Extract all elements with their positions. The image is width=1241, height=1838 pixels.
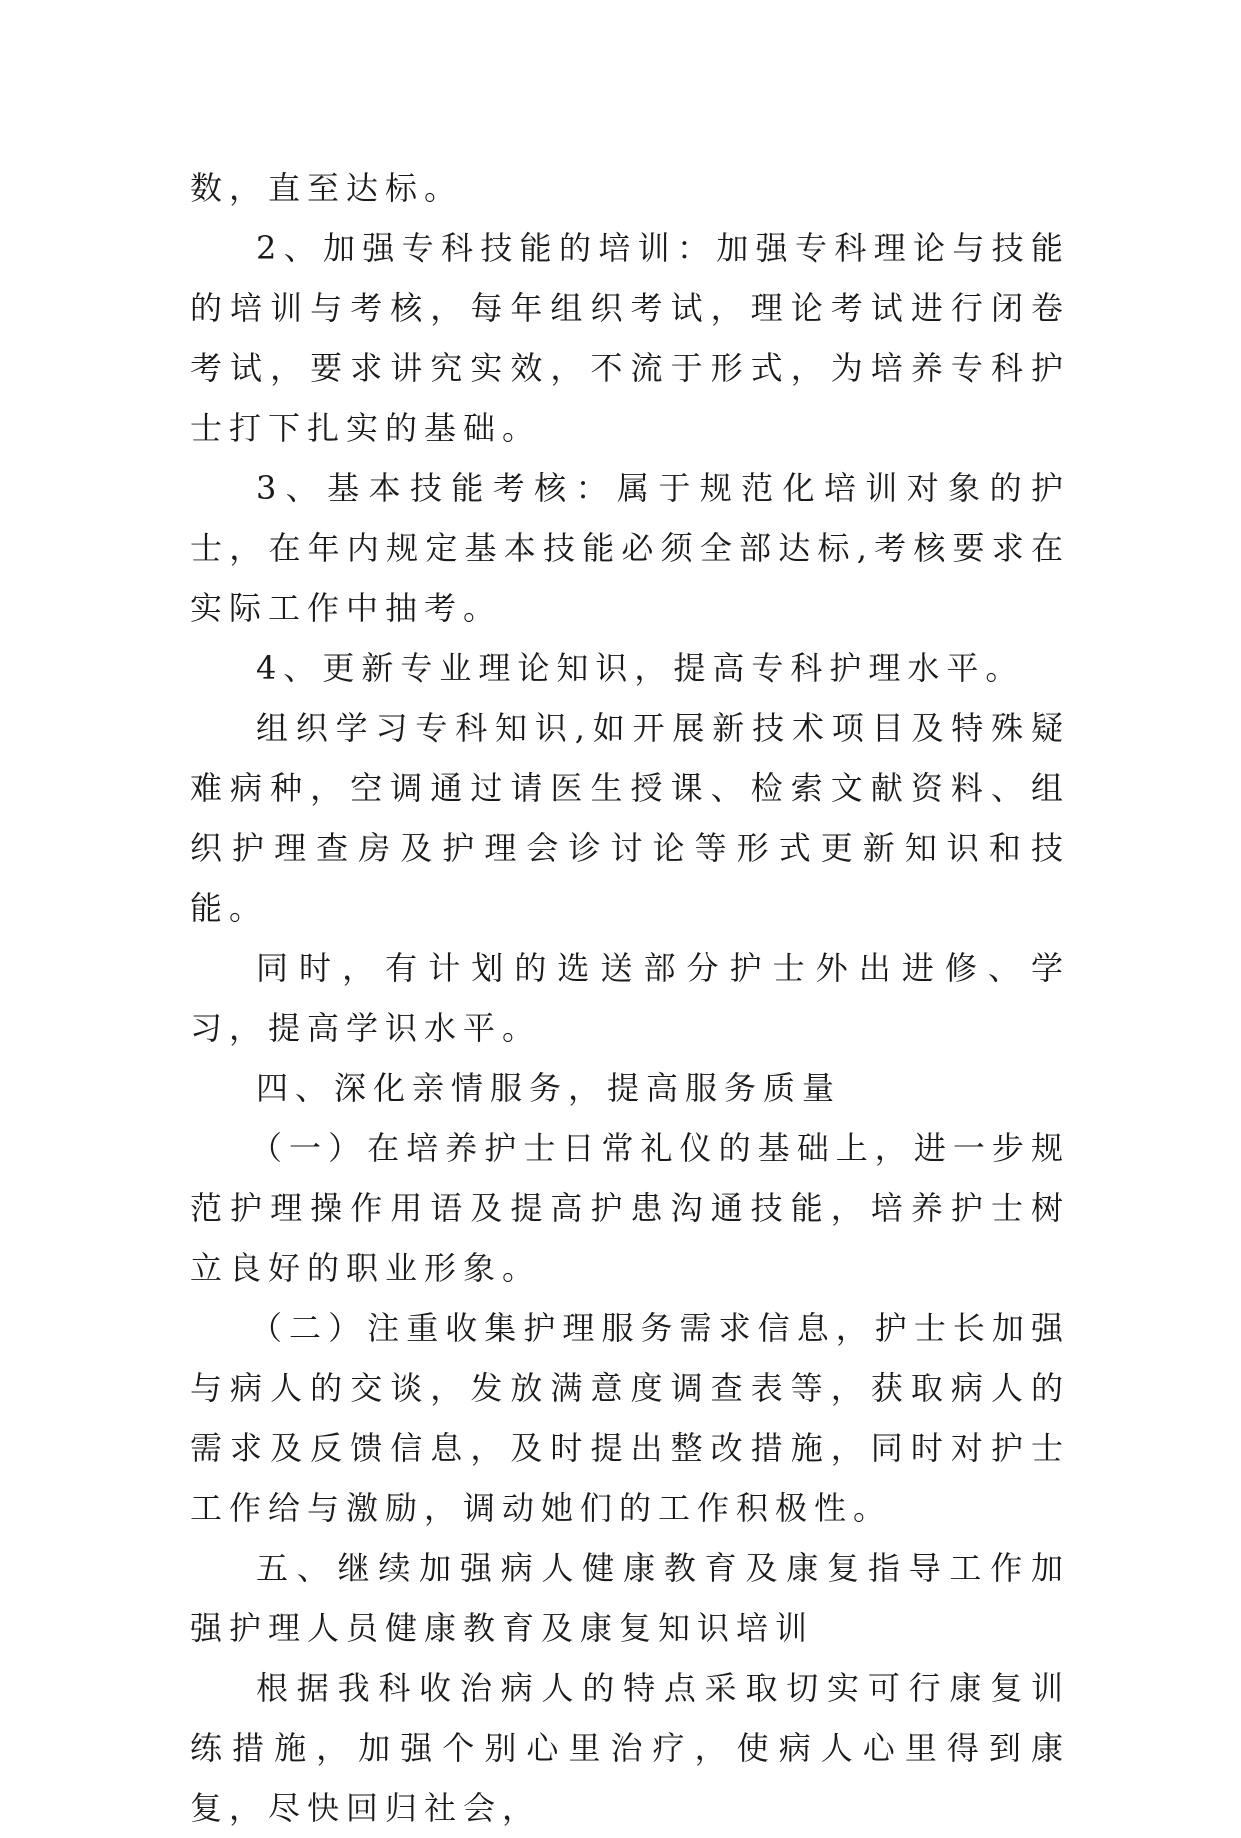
paragraph-continuation: 数，直至达标。 <box>190 169 464 207</box>
section-heading-five: 五、继续加强病人健康教育及康复指导工作加强护理人员健康教育及康复知识培训 <box>190 1549 1070 1647</box>
paragraph-specialty-skill-training: 2、加强专科技能的培训：加强专科理论与技能的培训与考核，每年组织考试，理论考试进行闭卷考试，要求讲究实效，不流于形式，为培养专科护士打下扎实的基础。 <box>190 229 1070 447</box>
paragraph-feedback: （二）注重收集护理服务需求信息，护士长加强与病人的交谈，发放满意度调查表等，获取病人的需求及反馈信息，及时提出整改措施，同时对护士工作给与激励，调动她们的工作积极性。 <box>190 1309 1070 1527</box>
paragraph-organize-study: 组织学习专科知识,如开展新技术项目及特殊疑难病种，空调通过请医生授课、检索文献资料、组织护理查房及护理会诊讨论等形式更新知识和技能。 <box>190 709 1070 927</box>
paragraph-further-study: 同时，有计划的选送部分护士外出进修、学习，提高学识水平。 <box>190 949 1070 1047</box>
paragraph-basic-skill-assessment: 3、基本技能考核：属于规范化培训对象的护士，在年内规定基本技能必须全部达标,考核要求在实际工作中抽考。 <box>190 469 1070 627</box>
paragraph-etiquette: （一）在培养护士日常礼仪的基础上，进一步规范护理操作用语及提高护患沟通技能，培养护士树立良好的职业形象。 <box>190 1129 1070 1287</box>
section-heading-four: 四、深化亲情服务，提高服务质量 <box>256 1069 842 1107</box>
paragraph-update-theory: 4、更新专业理论知识，提高专科护理水平。 <box>256 649 1025 687</box>
paragraph-rehabilitation: 根据我科收治病人的特点采取切实可行康复训练措施，加强个别心里治疗，使病人心里得到康复，尽快回归社会， <box>190 1669 1070 1827</box>
document-body <box>190 158 1070 1838</box>
